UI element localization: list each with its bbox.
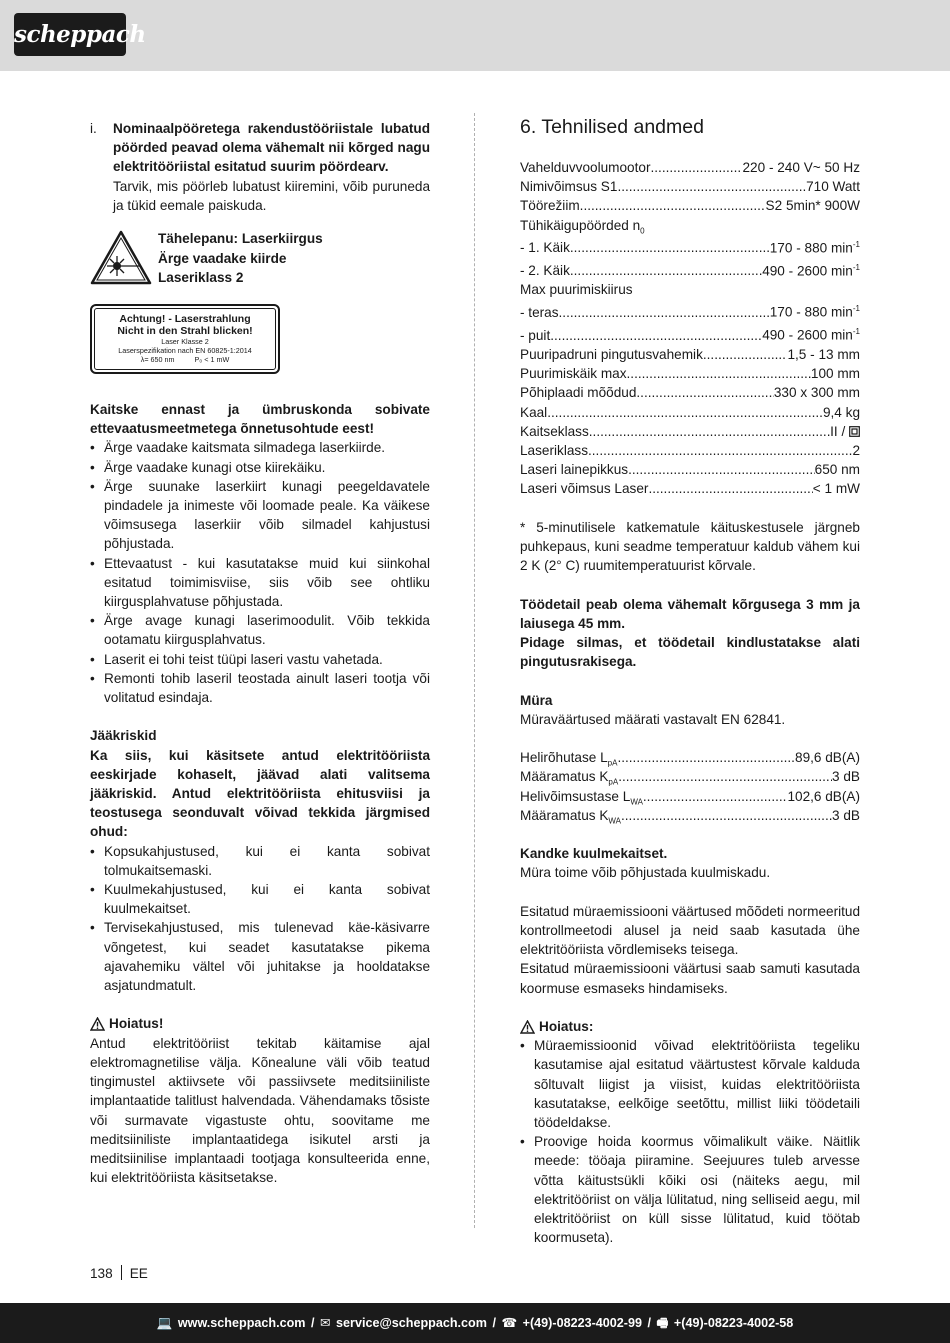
hearing-heading: Kandke kuulmekaitset. <box>520 846 668 862</box>
noise-row: Määramatus $K_{WA}$ ..... 3 dB <box>520 806 860 825</box>
computer-icon: 💻 <box>156 1316 173 1330</box>
list-item: • Ettevaatust - kui kasutatakse muid kui siinkohal esitatud toimimisviise, siis võib see ohtliku kiirgusplahvatuse põhjustada. <box>90 554 430 612</box>
laser-warning <box>90 230 430 290</box>
page-number-value: 138 <box>90 1266 113 1281</box>
residual-risks-heading: Jääkriskid <box>90 728 157 744</box>
laser-label-line: Achtung! - Laserstrahlung <box>119 313 251 326</box>
emission-text: Esitatud müraemissiooni väärtused mõõdeti normeeritud kontrollmeetodi alusel ja neid saab kasutada ühe elektritööriista võrdlemiseks teisega. <box>520 903 861 958</box>
spec-row: Vahelduvvoolumootor ..... 220 - 240 V~ 50 Hz <box>520 158 860 177</box>
warning-title: Hoiatus: <box>539 1018 594 1034</box>
list-item: • Ärge vaadake kunagi otse kiirekäiku. <box>90 458 430 477</box>
list-item: • Ärge avage kunagi laserimoodulit. Võib tekkida ootamatu kiirgusplahvatus. <box>90 611 430 649</box>
laser-warning-line: Ärge vaadake kiirde <box>158 250 287 266</box>
page-header <box>0 0 950 71</box>
right-column <box>520 114 860 1247</box>
laser-label-line: Nicht in den Strahl blicken! <box>117 325 253 338</box>
list-item-i <box>90 119 430 215</box>
list-item: • Laserit ei tohi teist tüüpi laseri vastu vahetada. <box>90 650 430 669</box>
spec-row: Kaal ..... 9,4 kg <box>520 403 860 422</box>
emission-text: Esitatud müraemissiooni väärtusi saab samuti kasutada koormuse esmaseks hindamiseks. <box>520 961 860 996</box>
spec-row: Laseri lainepikkus ..... 650 nm <box>520 460 860 479</box>
spec-row: - 2. Käik ..... 490 - 2600 $\min^{-1}$ <box>520 258 860 281</box>
noise-row: Määramatus $K_{pA}$ ..... 3 dB <box>520 767 860 786</box>
list-item: • Kopsukahjustused, kui ei kanta sobivat tolmukaitsemaski. <box>90 842 430 880</box>
spec-row: - puit ..... 490 - 2600 $\min^{-1}$ <box>520 322 860 345</box>
noise-row: Helivõimsustase $L_{WA}$ ..... 102,6 dB(A) <box>520 787 860 806</box>
laser-hazard-icon <box>90 230 152 285</box>
spec-row: Tühikäigupöörded $n_0$ <box>520 217 645 235</box>
list-item-text: Tarvik, mis pöörleb lubatust kiiremini, võib puruneda ja tükid eemale paiskuda. <box>113 178 430 213</box>
list-item: • Ärge vaadake kaitsmata silmadega laserkiirde. <box>90 438 430 457</box>
list-item: • Remonti tohib laseril teostada ainult laseri tootja või volitatud esindaja. <box>90 669 430 707</box>
left-column <box>90 119 430 1187</box>
warning-heading <box>520 1017 860 1036</box>
laser-warning-line: Tähelepanu: Laserkiirgus <box>158 231 323 247</box>
warning-list <box>520 1036 860 1247</box>
laser-class-label <box>90 304 280 374</box>
protection-class-ii-icon <box>849 426 860 437</box>
list-item: • Tervisekahjustused, mis tulenevad käe-käsivarre võngetest, kui seadet kasutatakse pikema ajavahemiku vältel või juhitakse ja hooldatakse asjatundmatult. <box>90 918 430 995</box>
list-item: • Ärge suunake laserkiirt kunagi peegeldavatele pindadele ja inimeste või loomade peale. Ka väikese võimsusega laserkiir võib silmadel kahjustusi põhjustada. <box>90 477 430 554</box>
laser-label-line: λ= 650 nm P₀ < 1 mW <box>140 355 230 365</box>
protect-list <box>90 438 430 707</box>
email-link[interactable]: service@scheppach.com <box>336 1316 487 1330</box>
section-title: 6. Tehnilised andmed <box>520 116 704 138</box>
spec-row: Max puurimiskiirus <box>520 282 633 298</box>
page-number <box>90 1264 148 1283</box>
warning-title: Hoiatus! <box>109 1016 164 1032</box>
warning-text: Antud elektritööriist tekitab käitamise ajal elektromagnetilise välja. Kõnealune väli võib teatud tingimustel aktiivsete või passiivsete meditsiiniliste implantaatide talitlust halvendada. Vähendamaks tõsiste või surmavate vigastuste ohtu, soovitame me meditsiiniliste implantaatidega isikutel arsti ja meditsiinilise implantaadi tootjaga konsulteerida enne, kui elektritööriista käsitsetakse. <box>90 1035 430 1186</box>
spec-table <box>520 158 860 499</box>
warning-icon <box>520 1020 535 1034</box>
residual-risks-list <box>90 842 430 996</box>
laser-warning-line: Laseriklass 2 <box>158 270 244 286</box>
noise-text: Müraväärtused määrati vastavalt EN 62841. <box>520 711 786 727</box>
noise-table <box>520 748 860 825</box>
noise-heading: Müra <box>520 692 553 708</box>
spec-row: - teras ..... 170 - 880 $\min^{-1}$ <box>520 299 860 322</box>
fax-icon: 🖷 <box>656 1316 669 1330</box>
footer-contact-bar: 💻 www.scheppach.com / ✉ service@scheppach.com / ☎ +(49)-08223-4002-99 / 🖷 +(49)-08223-4002-58 <box>0 1303 950 1343</box>
hearing-text: Müra toime võib põhjustada kuulmiskadu. <box>520 865 771 881</box>
laser-label-line: Laserspezifikation nach EN 60825-1:2014 <box>118 346 252 356</box>
spec-row: - 1. Käik ..... 170 - 880 $\min^{-1}$ <box>520 235 860 258</box>
laser-label-line: Laser Klasse 2 <box>161 337 209 347</box>
spec-row: Nimivõimsus S1 ..... 710 Watt <box>520 177 860 196</box>
warning-heading <box>90 1014 430 1033</box>
spec-row: Puuripadruni pingutusvahemik ..... 1,5 - 13 mm <box>520 345 860 364</box>
list-item-bold-text: Nominaalpööretega rakendustööriistale lubatud pöörded peavad olema vähemalt nii kõrged nagu elektritööriistal esitatud suurim pöördearv. <box>113 121 430 175</box>
residual-risks-intro: Ka siis, kui käsitsete antud elektritööriista eeskirjade kohaselt, jäävad alati valitsema jääkriskid. Antud elektritööriista ehitusviisi ja teostusega seonduvalt võivad tekkida järgmised ohud: <box>90 747 430 840</box>
spec-row: Kaitseklass ..... II / <box>520 422 860 441</box>
workpiece-note: Pidage silmas, et töödetail kindlustatakse alati pingutusrakisega. <box>520 634 860 670</box>
warning-icon <box>90 1017 105 1031</box>
language-code: EE <box>129 1266 148 1281</box>
spec-row: Laseriklass ..... 2 <box>520 441 860 460</box>
spec-row: Põhiplaadi mõõdud ..... 330 x 300 mm <box>520 383 860 402</box>
spec-row: Laseri võimsus Laser ..... < 1 mW <box>520 479 860 498</box>
spec-row: Töörežiim ..... S2 5min* 900W <box>520 196 860 215</box>
mail-icon: ✉ <box>319 1316 331 1330</box>
noise-row: Helirõhutase $L_{pA}$ ..... 89,6 dB(A) <box>520 748 860 767</box>
fax-number: +(49)-08223-4002-58 <box>673 1316 794 1330</box>
website-link[interactable]: www.scheppach.com <box>177 1316 306 1330</box>
phone-number: +(49)-08223-4002-99 <box>522 1316 643 1330</box>
brand-logo: scheppach <box>14 13 126 56</box>
spec-row: Puurimiskäik max. ..... 100 mm <box>520 364 860 383</box>
list-item: • Müraemissioonid võivad elektritööriista tegeliku kasutamise ajal esitatud väärtustest kõrvale kalduda sõltuvalt liigist ja viisist, kuidas elektritööriista kasutatakse, eelkõige seetõttu, millist liiki töödetaili töödeldakse. <box>520 1036 860 1132</box>
protect-heading: Kaitske ennast ja ümbruskonda sobivate ettevaatusmeetmetega õnnetusohtude eest! <box>90 402 430 437</box>
workpiece-note: Töödetail peab olema vähemalt kõrgusega 3 mm ja laiusega 45 mm. <box>520 596 860 631</box>
list-item-label: i. <box>90 121 97 136</box>
column-divider <box>474 113 475 1228</box>
list-item: • Kuulmekahjustused, kui ei kanta sobivat kuulmekaitset. <box>90 880 430 918</box>
phone-icon: ☎ <box>501 1316 518 1330</box>
list-item: • Proovige hoida koormus võimalikult väike. Näitlik meede: tööaja piiramine. Seejuures tuleb arvesse võtta käitustsükli kõiki osi (näiteks aegu, mil elektritööriist on välja lülitatud, ning selliseid aegu, mil elektritööriist on küll sisse lülitatud, kuid töötab koormuseta). <box>520 1132 860 1247</box>
footnote: * 5-minutilisele katkematule käituskestusele järgneb puhkepaus, kuni seadme temperatuur kaldub vähem kui 2 K (2° C) ruumitemperatuurist kõrvale. <box>520 519 860 574</box>
